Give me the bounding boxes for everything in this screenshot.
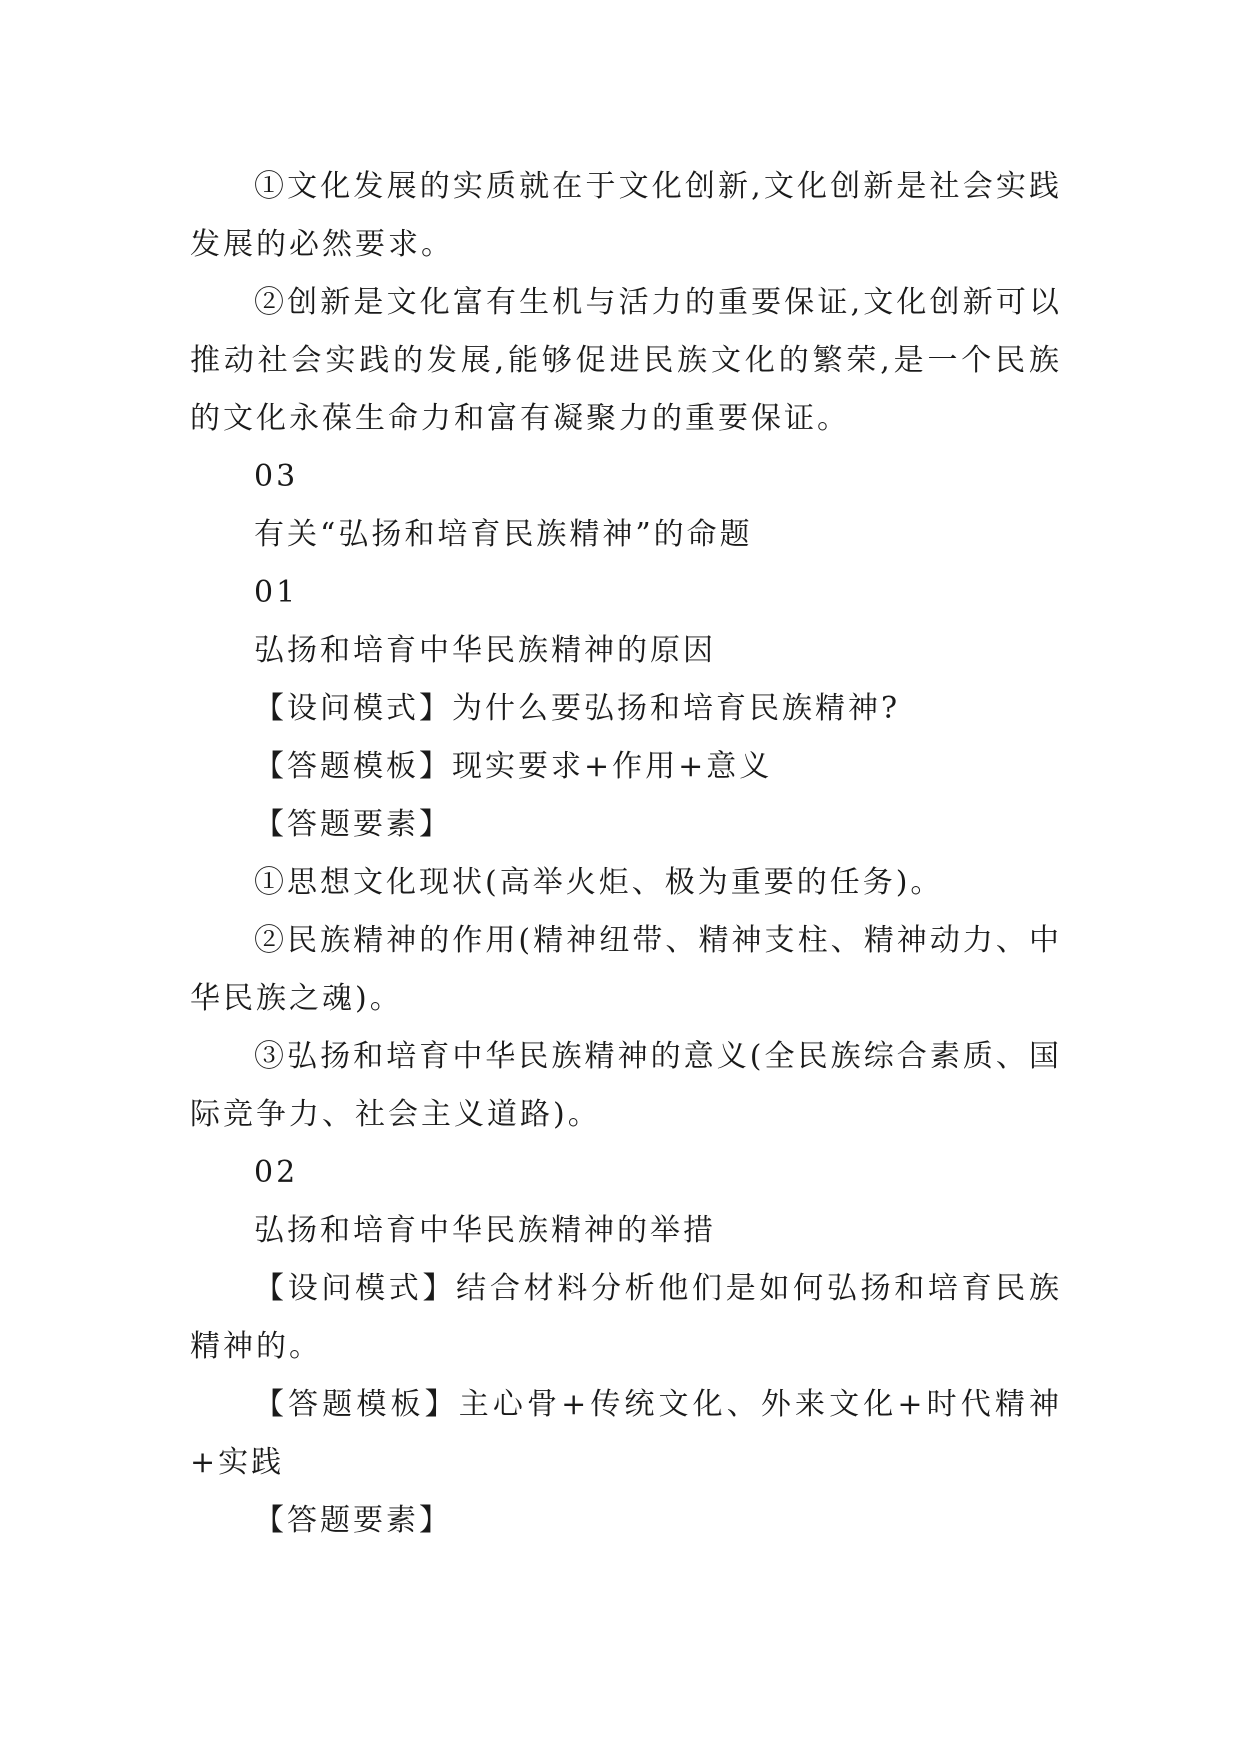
question-pattern: 【设问模式】为什么要弘扬和培育民族精神?	[254, 691, 901, 726]
answer-template: 【答题模板】现实要求+作用+意义	[254, 749, 773, 784]
answer-elements-heading: 【答题要素】	[254, 807, 452, 842]
subsection-number: 02	[254, 1155, 299, 1190]
section-title: 有关“弘扬和培育民族精神”的命题	[254, 517, 753, 552]
answer-element-item: ①思想文化现状(高举火炬、极为重要的任务)。	[254, 865, 944, 900]
answer-element-item: ②民族精神的作用(精神纽带、精神支柱、精神动力、中华民族之魂)。	[190, 923, 1062, 1016]
answer-element-item: ③弘扬和培育中华民族精神的意义(全民族综合素质、国际竞争力、社会主义道路)。	[190, 1039, 1062, 1132]
paragraph-innovation-guarantee: ②创新是文化富有生机与活力的重要保证,文化创新可以推动社会实践的发展,能够促进民族文化的繁荣,是一个民族的文化永葆生命力和富有凝聚力的重要保证。	[190, 285, 1062, 436]
section-number: 03	[254, 459, 299, 494]
question-pattern: 【设问模式】结合材料分析他们是如何弘扬和培育民族精神的。	[190, 1271, 1062, 1364]
subsection-title: 弘扬和培育中华民族精神的原因	[254, 633, 716, 668]
answer-template: 【答题模板】主心骨+传统文化、外来文化+时代精神+实践	[190, 1387, 1062, 1480]
subsection-number: 01	[254, 575, 299, 610]
document-body	[190, 158, 1062, 1550]
paragraph-culture-innovation-essence: ①文化发展的实质就在于文化创新,文化创新是社会实践发展的必然要求。	[190, 169, 1062, 262]
answer-elements-heading: 【答题要素】	[254, 1503, 452, 1538]
subsection-title: 弘扬和培育中华民族精神的举措	[254, 1213, 716, 1248]
